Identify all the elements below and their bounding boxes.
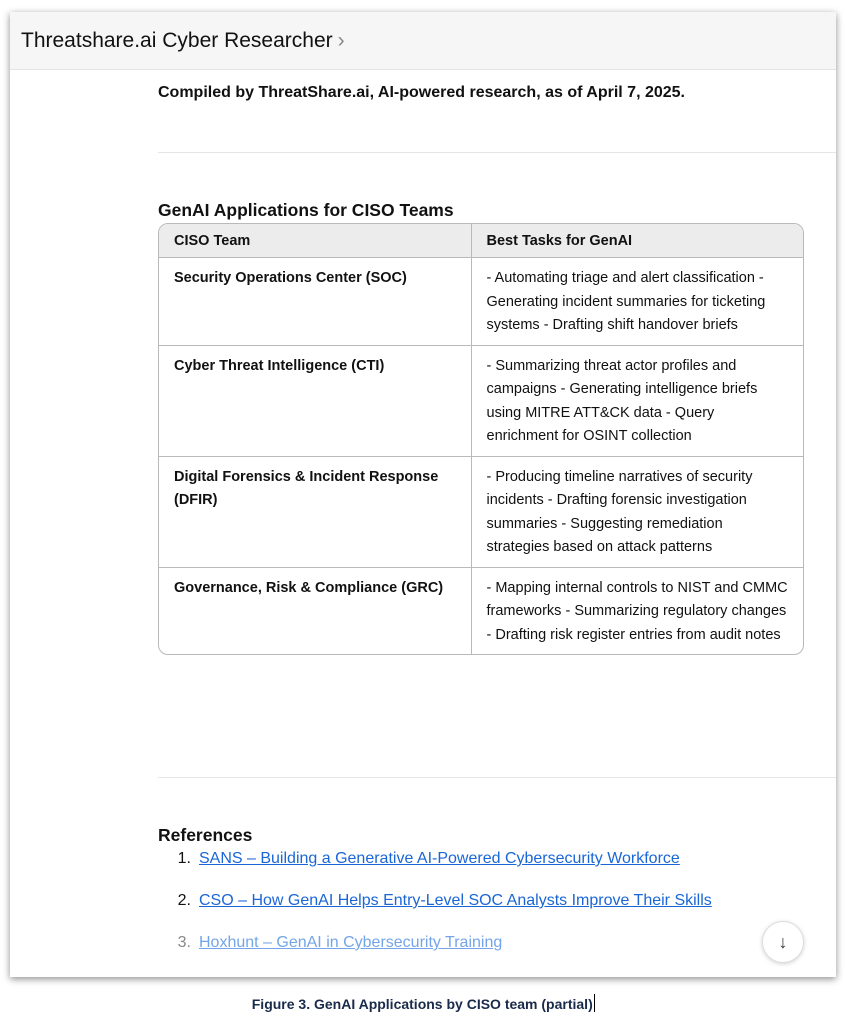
- chevron-right-icon[interactable]: ›: [337, 28, 345, 52]
- figure-caption-text: Figure 3. GenAI Applications by CISO team (partial): [251, 996, 593, 1012]
- table-row: [159, 345, 803, 456]
- table-row: [159, 258, 803, 346]
- team-cell: Governance, Risk & Compliance (GRC): [159, 567, 471, 654]
- list-item: [158, 892, 712, 934]
- divider: [158, 152, 836, 153]
- divider: [158, 777, 836, 778]
- team-cell: Security Operations Center (SOC): [174, 270, 407, 286]
- ciso-table: [158, 223, 804, 655]
- list-item: [158, 934, 712, 976]
- figure-caption: [0, 994, 847, 1012]
- column-header-tasks: Best Tasks for GenAI: [471, 224, 803, 258]
- list-number: 1.: [177, 850, 191, 867]
- section-title-genai: GenAI Applications for CISO Teams: [158, 200, 454, 220]
- table-row: [159, 567, 803, 654]
- reference-link-sans[interactable]: SANS – Building a Generative AI-Powered Cybersecurity Workforce: [199, 850, 680, 867]
- text-cursor: [594, 994, 596, 1012]
- tasks-cell: - Automating triage and alert classification - Generating incident summaries for ticketing systems - Drafting shift handover briefs: [471, 258, 803, 346]
- app-header: [10, 12, 836, 70]
- section-title-references: References: [158, 825, 253, 845]
- reference-link-hoxhunt[interactable]: Hoxhunt – GenAI in Cybersecurity Training: [199, 934, 503, 951]
- compiled-note: Compiled by ThreatShare.ai, AI-powered research, as of April 7, 2025.: [158, 84, 685, 101]
- tasks-cell: - Summarizing threat actor profiles and campaigns - Generating intelligence briefs using MITRE ATT&CK data - Query enrichment for OSINT collection: [471, 345, 803, 456]
- chat-window: [10, 12, 836, 977]
- column-header-team: CISO Team: [159, 224, 471, 258]
- tasks-cell: - Producing timeline narratives of security incidents - Drafting forensic investigation summaries - Suggesting remediation strategies based on attack patterns: [471, 456, 803, 567]
- list-item: [158, 850, 712, 892]
- arrow-down-icon: ↓: [778, 931, 788, 952]
- references-list: [158, 850, 712, 976]
- tasks-cell: - Mapping internal controls to NIST and CMMC frameworks - Summarizing regulatory changes - Drafting risk register entries from audit notes: [471, 567, 803, 654]
- table-row: [159, 456, 803, 567]
- reference-link-cso[interactable]: CSO – How GenAI Helps Entry-Level SOC Analysts Improve Their Skills: [199, 892, 712, 909]
- list-number: 3.: [177, 934, 191, 951]
- list-number: 2.: [177, 892, 191, 909]
- team-cell: Digital Forensics & Incident Response (DFIR): [159, 456, 471, 567]
- scroll-to-bottom-button[interactable]: [762, 921, 804, 963]
- table-header-row: [159, 224, 803, 258]
- app-title[interactable]: Threatshare.ai Cyber Researcher: [21, 28, 333, 52]
- team-cell: Cyber Threat Intelligence (CTI): [159, 345, 471, 456]
